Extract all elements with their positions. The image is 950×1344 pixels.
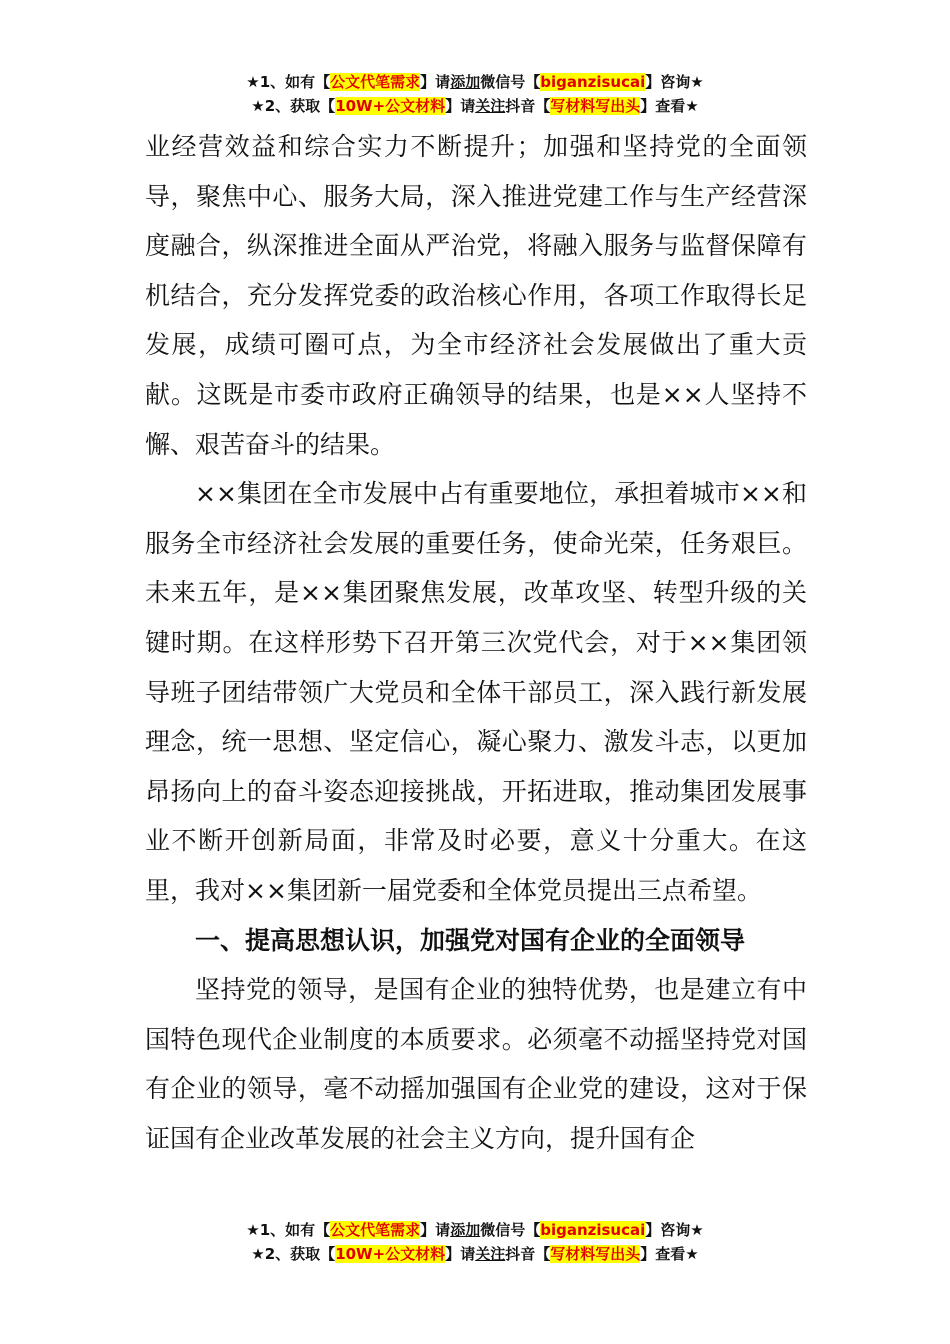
banner-underlined-text: 添加 (450, 1221, 481, 1239)
banner-text: 】查看★ (640, 1245, 699, 1263)
banner-text: 】咨询★ (645, 1221, 704, 1239)
banner-line-1 (0, 70, 950, 94)
section-heading-1: 一、提高思想认识，加强党对国有企业的全面领导 (195, 925, 746, 955)
banner-highlight: 10W+公文材料 (335, 97, 446, 115)
footer-banner (0, 1218, 950, 1266)
banner-highlight: 公文代笔需求 (330, 1221, 421, 1239)
banner-text: ★2、获取【 (251, 1245, 336, 1263)
banner-highlight: biganzisucai (540, 73, 646, 91)
banner-underlined-text: 关注 (475, 1245, 506, 1263)
banner-underlined-text: 添加 (450, 73, 481, 91)
banner-text: 微信号【 (480, 1221, 541, 1239)
banner-line-2 (0, 94, 950, 118)
banner-text: ★1、如有【 (246, 1221, 331, 1239)
banner-highlight: 10W+公文材料 (335, 1245, 446, 1263)
banner-line-1 (0, 1218, 950, 1242)
banner-text: 】请 (445, 1245, 476, 1263)
header-banner (0, 70, 950, 118)
banner-text: 】请 (445, 97, 476, 115)
paragraph-2: ××集团在全市发展中占有重要地位，承担着城市××和服务全市经济社会发展的重要任务，使命光荣，任务艰巨。未来五年，是××集团聚焦发展，改革攻坚、转型升级的关键时期。在这样形势下召开第三次党代会，对于××集团领导班子团结带领广大党员和全体干部员工，深入践行新发展理念，统一思想、坚定信心，凝心聚力、激发斗志，以更加昂扬向上的奋斗姿态迎接挑战，开拓进取，推动集团发展事业不断开创新局面，非常及时必要，意义十分重大。在这里，我对××集团新一届党委和全体党员提出三点希望。 (145, 479, 807, 905)
banner-text: 】查看★ (640, 97, 699, 115)
banner-highlight: biganzisucai (540, 1221, 646, 1239)
banner-highlight: 公文代笔需求 (330, 73, 421, 91)
banner-highlight: 写材料写出头 (550, 97, 641, 115)
paragraph-1: 业经营效益和综合实力不断提升；加强和坚持党的全面领导，聚焦中心、服务大局，深入推进党建工作与生产经营深度融合，纵深推进全面从严治党，将融入服务与监督保障有机结合，充分发挥党委的政治核心作用，各项工作取得长足发展，成绩可圈可点，为全市经济社会发展做出了重大贡献。这既是市委市政府正确领导的结果，也是××人坚持不懈、艰苦奋斗的结果。 (145, 132, 807, 459)
banner-text: 抖音【 (505, 97, 551, 115)
banner-text: ★2、获取【 (251, 97, 336, 115)
banner-text: 】请 (420, 73, 451, 91)
banner-line-2 (0, 1242, 950, 1266)
banner-text: 】咨询★ (645, 73, 704, 91)
banner-text: ★1、如有【 (246, 73, 331, 91)
banner-text: 】请 (420, 1221, 451, 1239)
banner-text: 抖音【 (505, 1245, 551, 1263)
banner-underlined-text: 关注 (475, 97, 506, 115)
banner-highlight: 写材料写出头 (550, 1245, 641, 1263)
document-body (145, 122, 807, 1163)
paragraph-3: 坚持党的领导，是国有企业的独特优势，也是建立有中国特色现代企业制度的本质要求。必须毫不动摇坚持党对国有企业的领导，毫不动摇加强国有企业党的建设，这对于保证国有企业改革发展的社会主义方向，提升国有企 (145, 975, 807, 1153)
banner-text: 微信号【 (480, 73, 541, 91)
